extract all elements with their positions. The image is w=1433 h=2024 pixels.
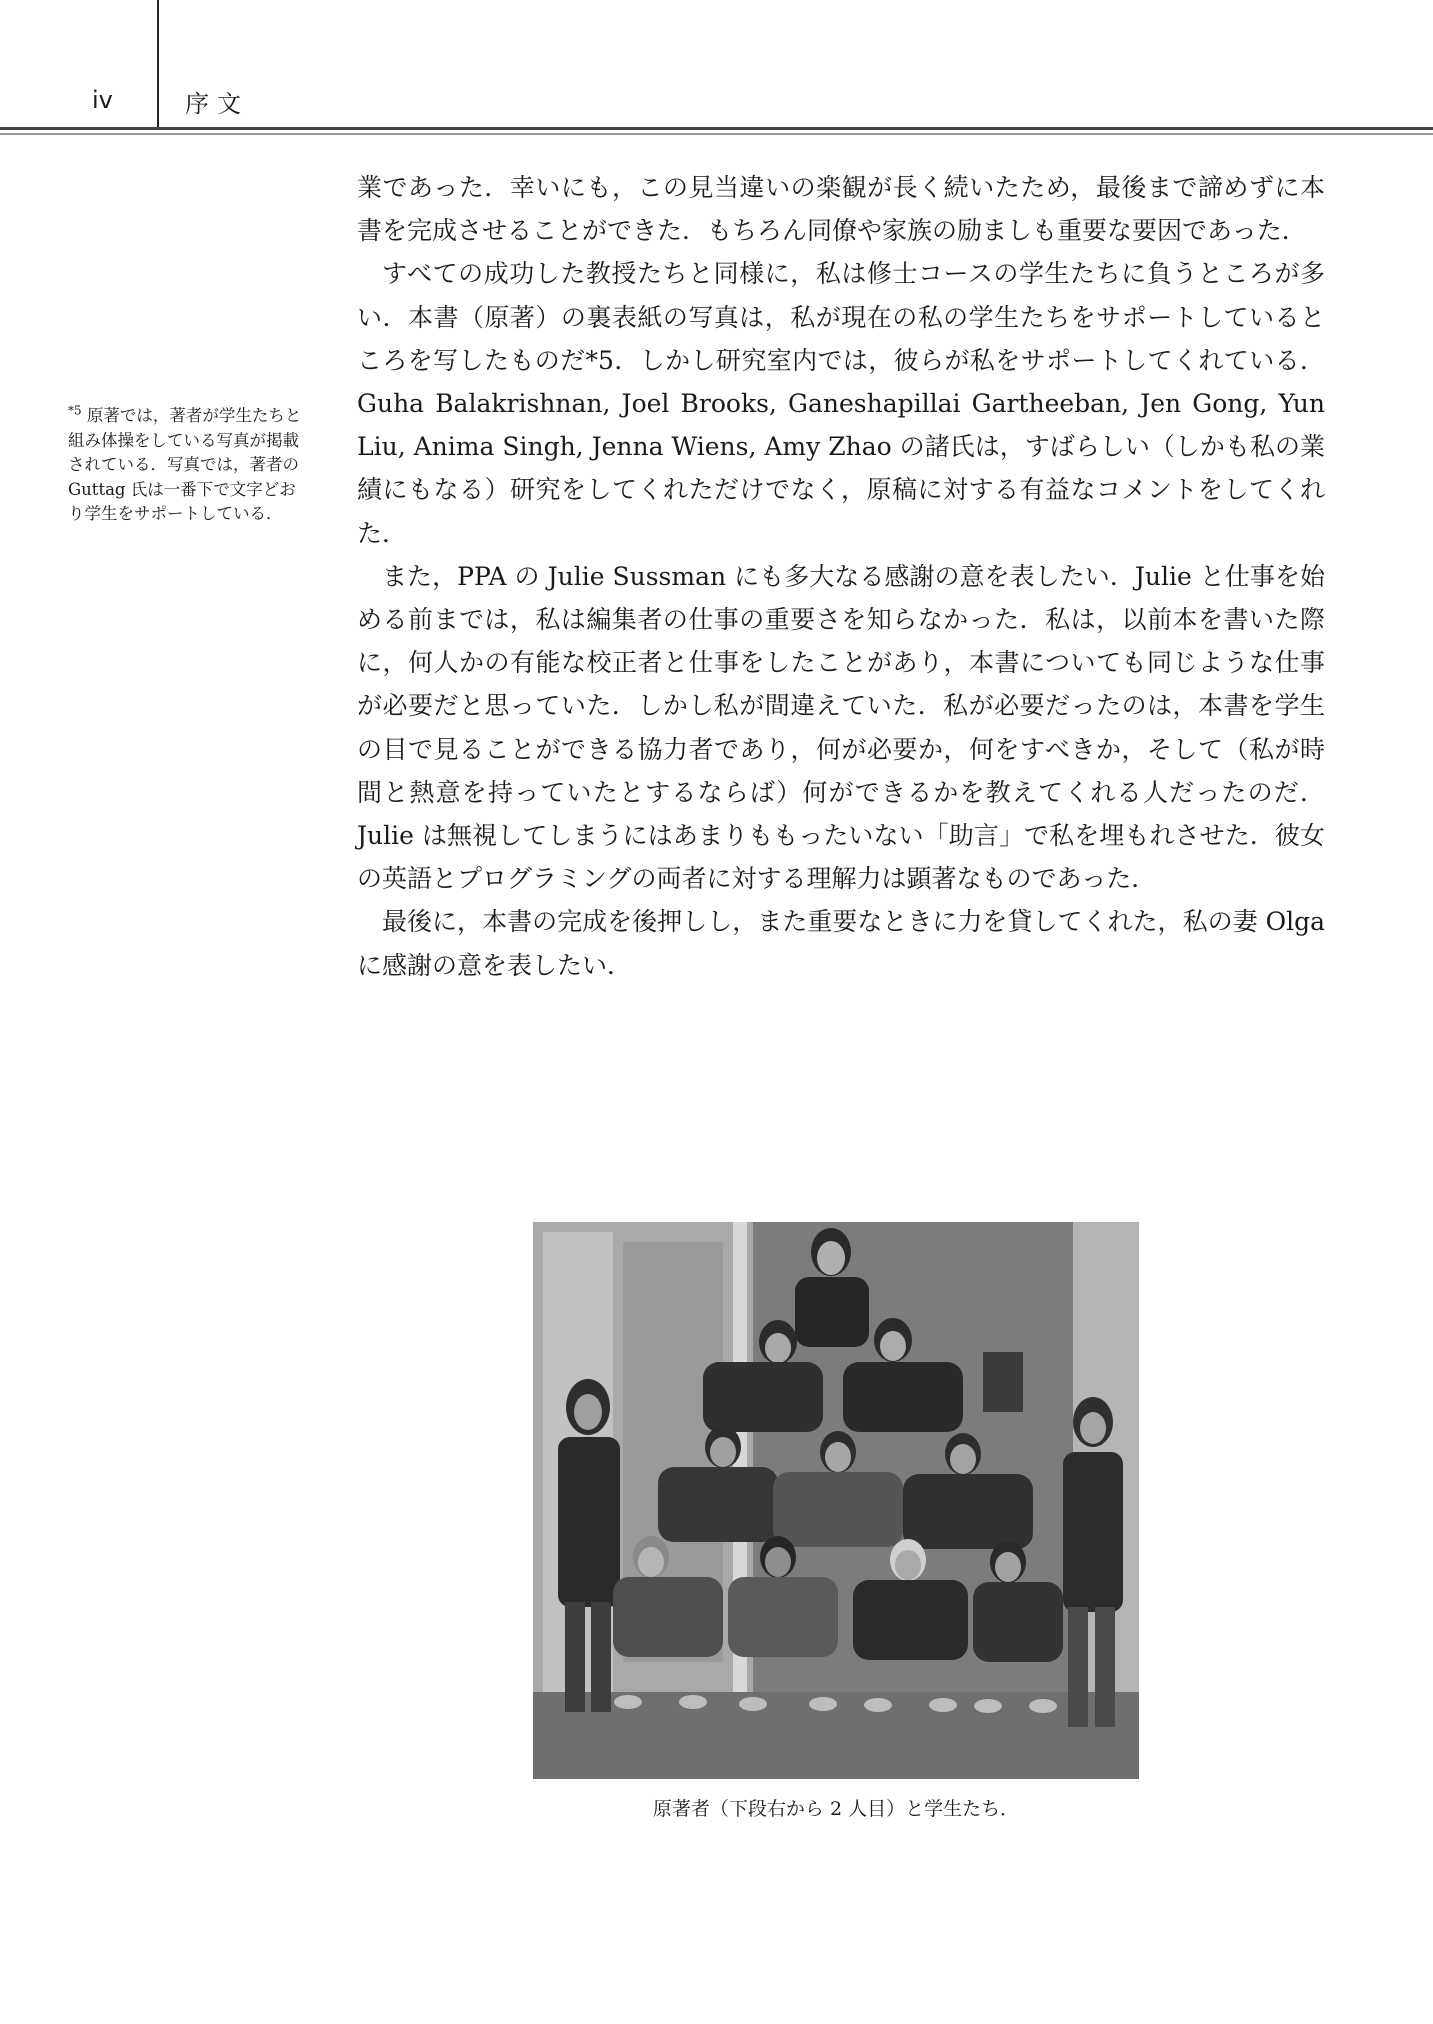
body-text	[357, 166, 1325, 987]
page-number: iv	[92, 86, 113, 114]
figure-caption: 原著者（下段右から 2 人目）と学生たち．	[652, 1798, 1020, 1820]
header-rule-secondary	[0, 133, 1433, 135]
paragraph-4: 最後に，本書の完成を後押しし，また重要なときに力を貸してくれた，私の妻 Olga に感謝の意を表したい．	[357, 907, 1325, 980]
running-title: 序文	[185, 90, 249, 118]
group-photo-illustration	[533, 1222, 1139, 1779]
footnote-mark: *5	[68, 403, 82, 418]
header-rule	[0, 127, 1433, 130]
paragraph-3: また，PPA の Julie Sussman にも多大なる感謝の意を表したい．Julie と仕事を始める前までは，私は編集者の仕事の重要さを知らなかった．私は，以前本を書いた際に，何人かの有能な校正者と仕事をしたことがあり，本書についても同じような仕事が必要だと思っていた．しかし私が間違えていた．私が必要だったのは，本書を学生の目で見ることができる協力者であり，何が必要か，何をすべきか，そして（私が時間と熱意を持っていたとするならば）何ができるかを教えてくれる人だったのだ．Julie は無視してしまうにはあまりももったいない「助言」で私を埋もれさせた．彼女の英語とプログラミングの両者に対する理解力は顕著なものであった．	[357, 561, 1325, 894]
margin-footnote	[68, 404, 308, 527]
paragraph-2: すべての成功した教授たちと同様に，私は修士コースの学生たちに負うところが多い．本書（原著）の裏表紙の写真は，私が現在の私の学生たちをサポートしているところを写したものだ*5．しかし研究室内では，彼らが私をサポートしてくれている．Guha Balakrishnan, Joel Brooks, Ganeshapillai Gartheeban, Jen Gong, Yun Liu, Anima Singh, Jenna Wiens, Amy Zhao の諸氏は，すばらしい（しかも私の業績にもなる）研究をしてくれただけでなく，原稿に対する有益なコメントをしてくれた．	[357, 259, 1325, 548]
group-photo	[533, 1222, 1139, 1779]
paragraph-1: 業であった．幸いにも，この見当違いの楽観が長く続いたため，最後まで諦めずに本書を完成させることができた．もちろん同僚や家族の励ましも重要な要因であった．	[357, 173, 1325, 246]
page-header	[0, 0, 1433, 140]
header-divider-vertical	[157, 0, 159, 127]
footnote-text: 原著では，著者が学生たちと組み体操をしている写真が掲載されている．写真では，著者の Guttag 氏は一番下で文字どおり学生をサポートしている．	[68, 406, 302, 523]
